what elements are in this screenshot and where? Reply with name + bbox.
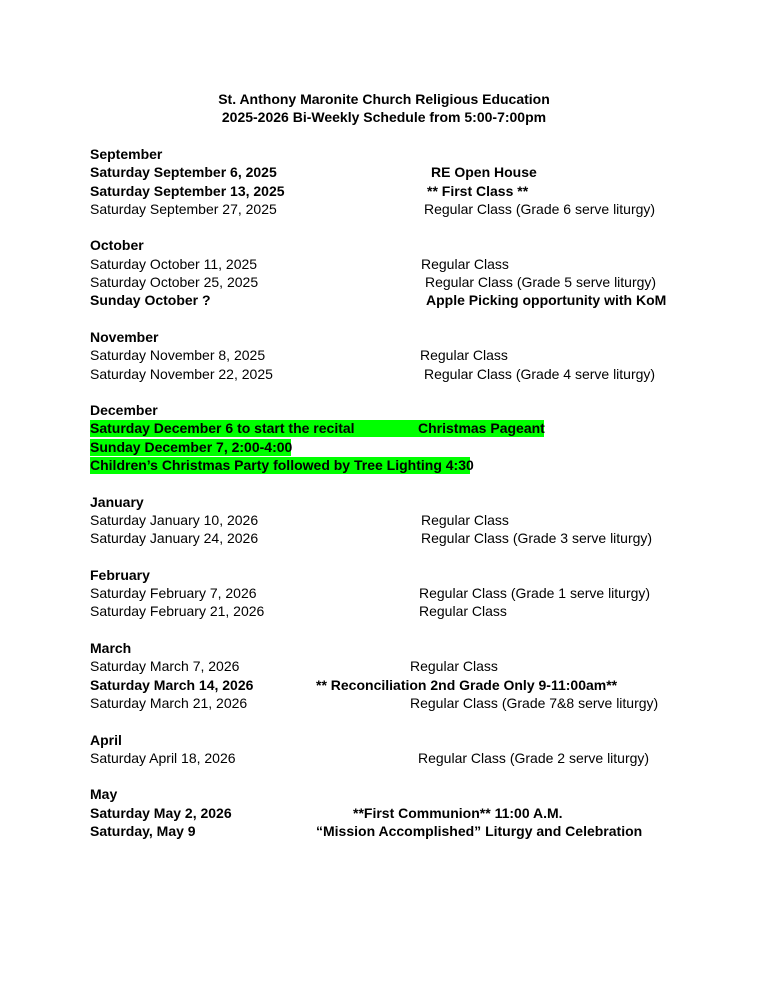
event-description: Regular Class bbox=[420, 347, 508, 364]
event-date: Saturday September 27, 2025 bbox=[90, 200, 277, 217]
schedule-row bbox=[90, 273, 750, 291]
document-subtitle: 2025-2026 Bi-Weekly Schedule from 5:00-7:00pm bbox=[221, 109, 547, 126]
section-september bbox=[90, 145, 750, 218]
event-date: Saturday February 7, 2026 bbox=[90, 585, 257, 602]
schedule-row bbox=[90, 182, 750, 200]
event-description: Christmas Pageant bbox=[418, 420, 545, 437]
event-date: Saturday March 14, 2026 bbox=[90, 676, 254, 693]
schedule-row bbox=[90, 804, 750, 822]
event-description: Children’s Christmas Party followed by Tree Lighting 4:30 bbox=[90, 457, 474, 474]
schedule-row bbox=[90, 676, 750, 694]
section-february bbox=[90, 566, 750, 621]
schedule-row bbox=[90, 822, 750, 840]
event-date: Sunday December 7, 2:00-4:00 bbox=[90, 438, 293, 455]
document-header bbox=[0, 90, 768, 127]
schedule-row bbox=[90, 584, 750, 602]
event-description: Regular Class bbox=[419, 603, 507, 620]
month-heading: May bbox=[90, 786, 118, 803]
section-december bbox=[90, 401, 750, 474]
section-november bbox=[90, 328, 750, 383]
schedule-row-highlighted bbox=[90, 456, 750, 474]
schedule-row bbox=[90, 255, 750, 273]
schedule-row bbox=[90, 365, 750, 383]
event-description: Regular Class (Grade 6 serve liturgy) bbox=[424, 200, 656, 217]
event-description: ** First Class ** bbox=[427, 182, 529, 199]
event-description: Regular Class (Grade 7&8 serve liturgy) bbox=[410, 694, 659, 711]
event-date: Saturday October 11, 2025 bbox=[90, 255, 258, 272]
month-heading: January bbox=[90, 493, 144, 510]
schedule-row bbox=[90, 694, 750, 712]
month-heading: February bbox=[90, 566, 150, 583]
event-description: Regular Class bbox=[410, 658, 498, 675]
event-date: Saturday January 10, 2026 bbox=[90, 511, 259, 528]
event-description: RE Open House bbox=[431, 164, 537, 181]
schedule-row bbox=[90, 346, 750, 364]
section-january bbox=[90, 493, 750, 548]
month-heading: October bbox=[90, 237, 144, 254]
schedule-row bbox=[90, 529, 750, 547]
event-date: Saturday October 25, 2025 bbox=[90, 274, 259, 291]
event-description: Regular Class (Grade 4 serve liturgy) bbox=[424, 365, 656, 382]
month-heading: March bbox=[90, 640, 132, 657]
event-date: Saturday December 6 to start the recital bbox=[90, 420, 355, 437]
schedule-row bbox=[90, 200, 750, 218]
event-description: Regular Class (Grade 1 serve liturgy) bbox=[419, 585, 651, 602]
section-may bbox=[90, 785, 750, 840]
event-date: Saturday November 22, 2025 bbox=[90, 365, 273, 382]
document-title: St. Anthony Maronite Church Religious Education bbox=[218, 91, 550, 107]
schedule bbox=[90, 145, 750, 859]
event-date: Saturday January 24, 2026 bbox=[90, 530, 259, 547]
event-description: Regular Class bbox=[421, 511, 509, 528]
schedule-row-highlighted bbox=[90, 419, 750, 437]
event-date: Saturday April 18, 2026 bbox=[90, 749, 236, 766]
event-description: Apple Picking opportunity with KoM bbox=[426, 292, 667, 309]
event-description: ** Reconciliation 2nd Grade Only 9-11:00am** bbox=[316, 676, 618, 693]
event-date: Sunday October ? bbox=[90, 292, 211, 309]
event-description: Regular Class (Grade 3 serve liturgy) bbox=[421, 530, 653, 547]
month-heading: April bbox=[90, 731, 122, 748]
event-date: Saturday March 21, 2026 bbox=[90, 694, 248, 711]
event-description: Regular Class bbox=[421, 255, 509, 272]
event-description: **First Communion** 11:00 A.M. bbox=[353, 804, 563, 821]
section-october bbox=[90, 236, 750, 309]
event-date: Saturday September 13, 2025 bbox=[90, 182, 285, 199]
month-heading: November bbox=[90, 328, 159, 345]
event-date: Saturday September 6, 2025 bbox=[90, 164, 277, 181]
event-description: Regular Class (Grade 5 serve liturgy) bbox=[425, 274, 657, 291]
event-description: “Mission Accomplished” Liturgy and Celebration bbox=[316, 822, 643, 839]
schedule-row bbox=[90, 511, 750, 529]
event-date: Saturday March 7, 2026 bbox=[90, 658, 240, 675]
schedule-row bbox=[90, 291, 750, 309]
section-april bbox=[90, 731, 750, 768]
event-description: Regular Class (Grade 2 serve liturgy) bbox=[418, 749, 650, 766]
month-heading: September bbox=[90, 146, 163, 162]
schedule-row bbox=[90, 163, 750, 181]
event-date: Saturday, May 9 bbox=[90, 822, 196, 839]
schedule-row bbox=[90, 657, 750, 675]
schedule-row bbox=[90, 749, 750, 767]
schedule-row bbox=[90, 602, 750, 620]
event-date: Saturday November 8, 2025 bbox=[90, 347, 266, 364]
event-date: Saturday May 2, 2026 bbox=[90, 804, 232, 821]
month-heading: December bbox=[90, 402, 158, 419]
schedule-row-highlighted bbox=[90, 438, 750, 456]
event-date: Saturday February 21, 2026 bbox=[90, 603, 265, 620]
section-march bbox=[90, 639, 750, 712]
